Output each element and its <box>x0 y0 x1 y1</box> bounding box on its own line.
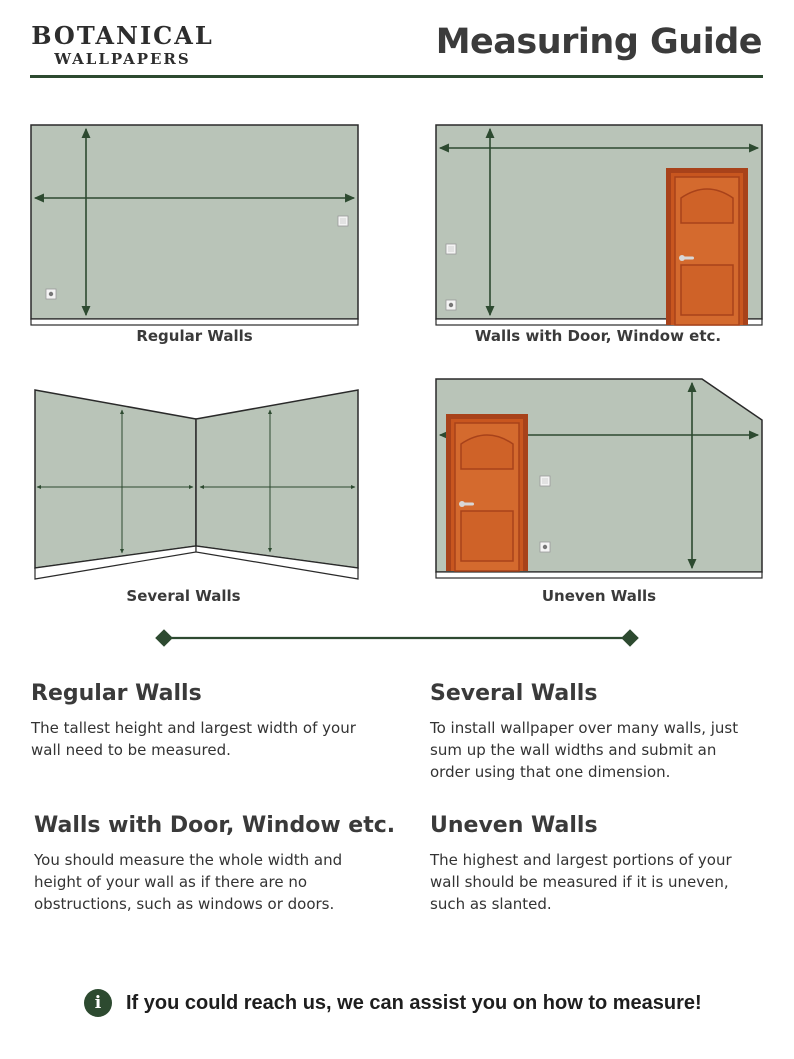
door-walls-heading: Walls with Door, Window etc. <box>34 813 396 838</box>
door-walls-text: You should measure the whole width and height of your wall as if there are no obstructions, such as windows or doors. <box>34 851 343 913</box>
caption-regular-walls: Regular Walls <box>136 327 253 345</box>
regular-walls-text: The tallest height and largest width of your wall need to be measured. <box>31 719 356 759</box>
several-walls-text: To install wallpaper over many walls, just sum up the wall widths and submit an order using that one dimension. <box>430 719 739 781</box>
uneven-wall-diagram <box>436 379 762 578</box>
uneven-walls-text: The highest and largest portions of your wall should be measured if it is uneven, such as slanted. <box>430 851 732 913</box>
regular-walls-heading: Regular Walls <box>31 681 202 706</box>
brand-name: BOTANICAL <box>31 21 214 50</box>
door-wall-diagram <box>436 125 762 325</box>
caption-door-walls: Walls with Door, Window etc. <box>474 327 722 345</box>
info-icon: i <box>84 989 112 1017</box>
footer-note <box>84 988 702 1018</box>
caption-uneven-walls: Uneven Walls <box>541 587 657 605</box>
brand-sub: WALLPAPERS <box>54 50 191 68</box>
footer-text: If you could reach us, we can assist you on how to measure! <box>126 991 702 1014</box>
several-walls-diagram <box>35 390 358 579</box>
uneven-walls-heading: Uneven Walls <box>430 813 598 838</box>
several-walls-heading: Several Walls <box>430 681 598 706</box>
page-title: Measuring Guide <box>435 22 762 62</box>
regular-wall-diagram <box>31 125 358 325</box>
caption-several-walls: Several Walls <box>126 587 241 605</box>
